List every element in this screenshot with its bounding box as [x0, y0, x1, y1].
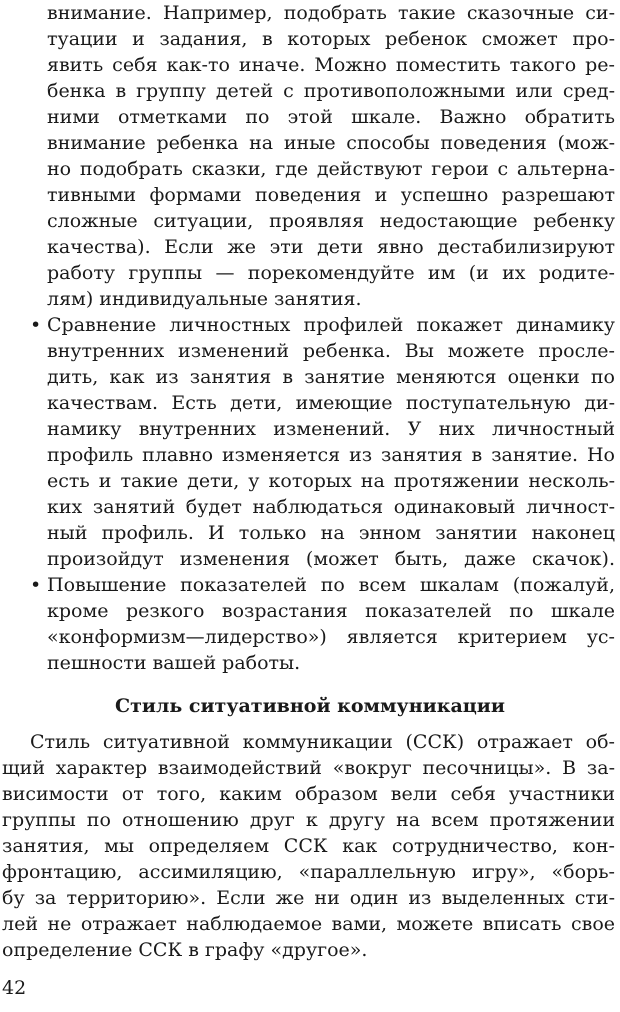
text-line: Повышение показателей по всем шкалам (пожалуй, [47, 574, 616, 596]
text-line: качествам. Есть дети, имеющие поступательную ди- [47, 392, 615, 414]
text-line: есть и такие дети, у которых на протяжении несколь- [47, 470, 616, 492]
text-line: висимости от того, каким образом вели себя участники [2, 783, 615, 805]
text-line: работу группы — порекомендуйте им (и их родите- [47, 262, 615, 284]
text-line: профиль плавно изменяется из занятия в занятие. Но [47, 444, 615, 466]
text-line: внимание. Например, подобрать такие сказочные си- [47, 2, 616, 24]
text-line: бу за территорию». Если же ни один из выделенных сти- [2, 887, 616, 909]
text-line: бенка в группу детей с противоположными или сред- [47, 80, 616, 102]
text-line: занятия, мы определяем ССК как сотрудничество, кон- [2, 835, 615, 857]
text-line: ный профиль. И только на энном занятии наконец [47, 522, 615, 544]
text-line: сложные ситуации, проявляя недостающие ребенку [47, 210, 616, 232]
text-line: внимание ребенка на иные способы поведения (мож- [47, 132, 615, 154]
text-line: лей не отражает наблюдаемое вами, можете вписать свое [2, 913, 616, 935]
text-line: ких занятий будет наблюдаться одинаковый личност- [47, 496, 616, 518]
text-line: кроме резкого возрастания показателей по шкале [47, 600, 616, 622]
text-line: намику внутренних изменений. У них личностный [47, 418, 616, 440]
text-line: внутренних изменений ребенка. Вы можете просле- [47, 340, 615, 362]
bullet-marker: • [30, 314, 42, 336]
bullet-marker: • [30, 574, 42, 596]
page-number: 42 [2, 977, 27, 999]
text-line: пешности вашей работы. [47, 652, 301, 674]
text-line: фронтацию, ассимиляцию, «параллельную игру», «борь- [2, 861, 615, 883]
text-line: дить, как из занятия в занятие меняются оценки по [47, 366, 615, 388]
text-line: произойдут изменения (может быть, даже скачок). [47, 548, 615, 570]
text-line: Сравнение личностных профилей покажет динамику [47, 314, 615, 336]
text-line: группы по отношению друг к другу на всем протяжении [2, 809, 616, 831]
text-line: лям) индивидуальные занятия. [47, 288, 362, 310]
text-line: Стиль ситуативной коммуникации (ССК) отражает об- [30, 731, 615, 753]
text-line: явить себя как-то иначе. Можно поместить такого ре- [47, 54, 615, 76]
text-line: туации и задания, в которых ребенок сможет про- [47, 28, 616, 50]
text-line: определение ССК в графу «другое». [2, 939, 368, 961]
text-line: ними отметками по этой шкале. Важно обратить [47, 106, 616, 128]
text-line: качества). Если же эти дети явно дестабилизируют [47, 236, 616, 258]
text-line: тивными формами поведения и успешно разрешают [47, 184, 615, 206]
text-line: щий характер взаимодействий «вокруг песочницы». В за- [2, 757, 615, 779]
text-line: но подобрать сказки, где действуют герои с альтерна- [47, 158, 615, 180]
text-line: «конформизм—лидерство») является критерием ус- [47, 626, 615, 648]
section-heading: Стиль ситуативной коммуникации [115, 695, 505, 717]
